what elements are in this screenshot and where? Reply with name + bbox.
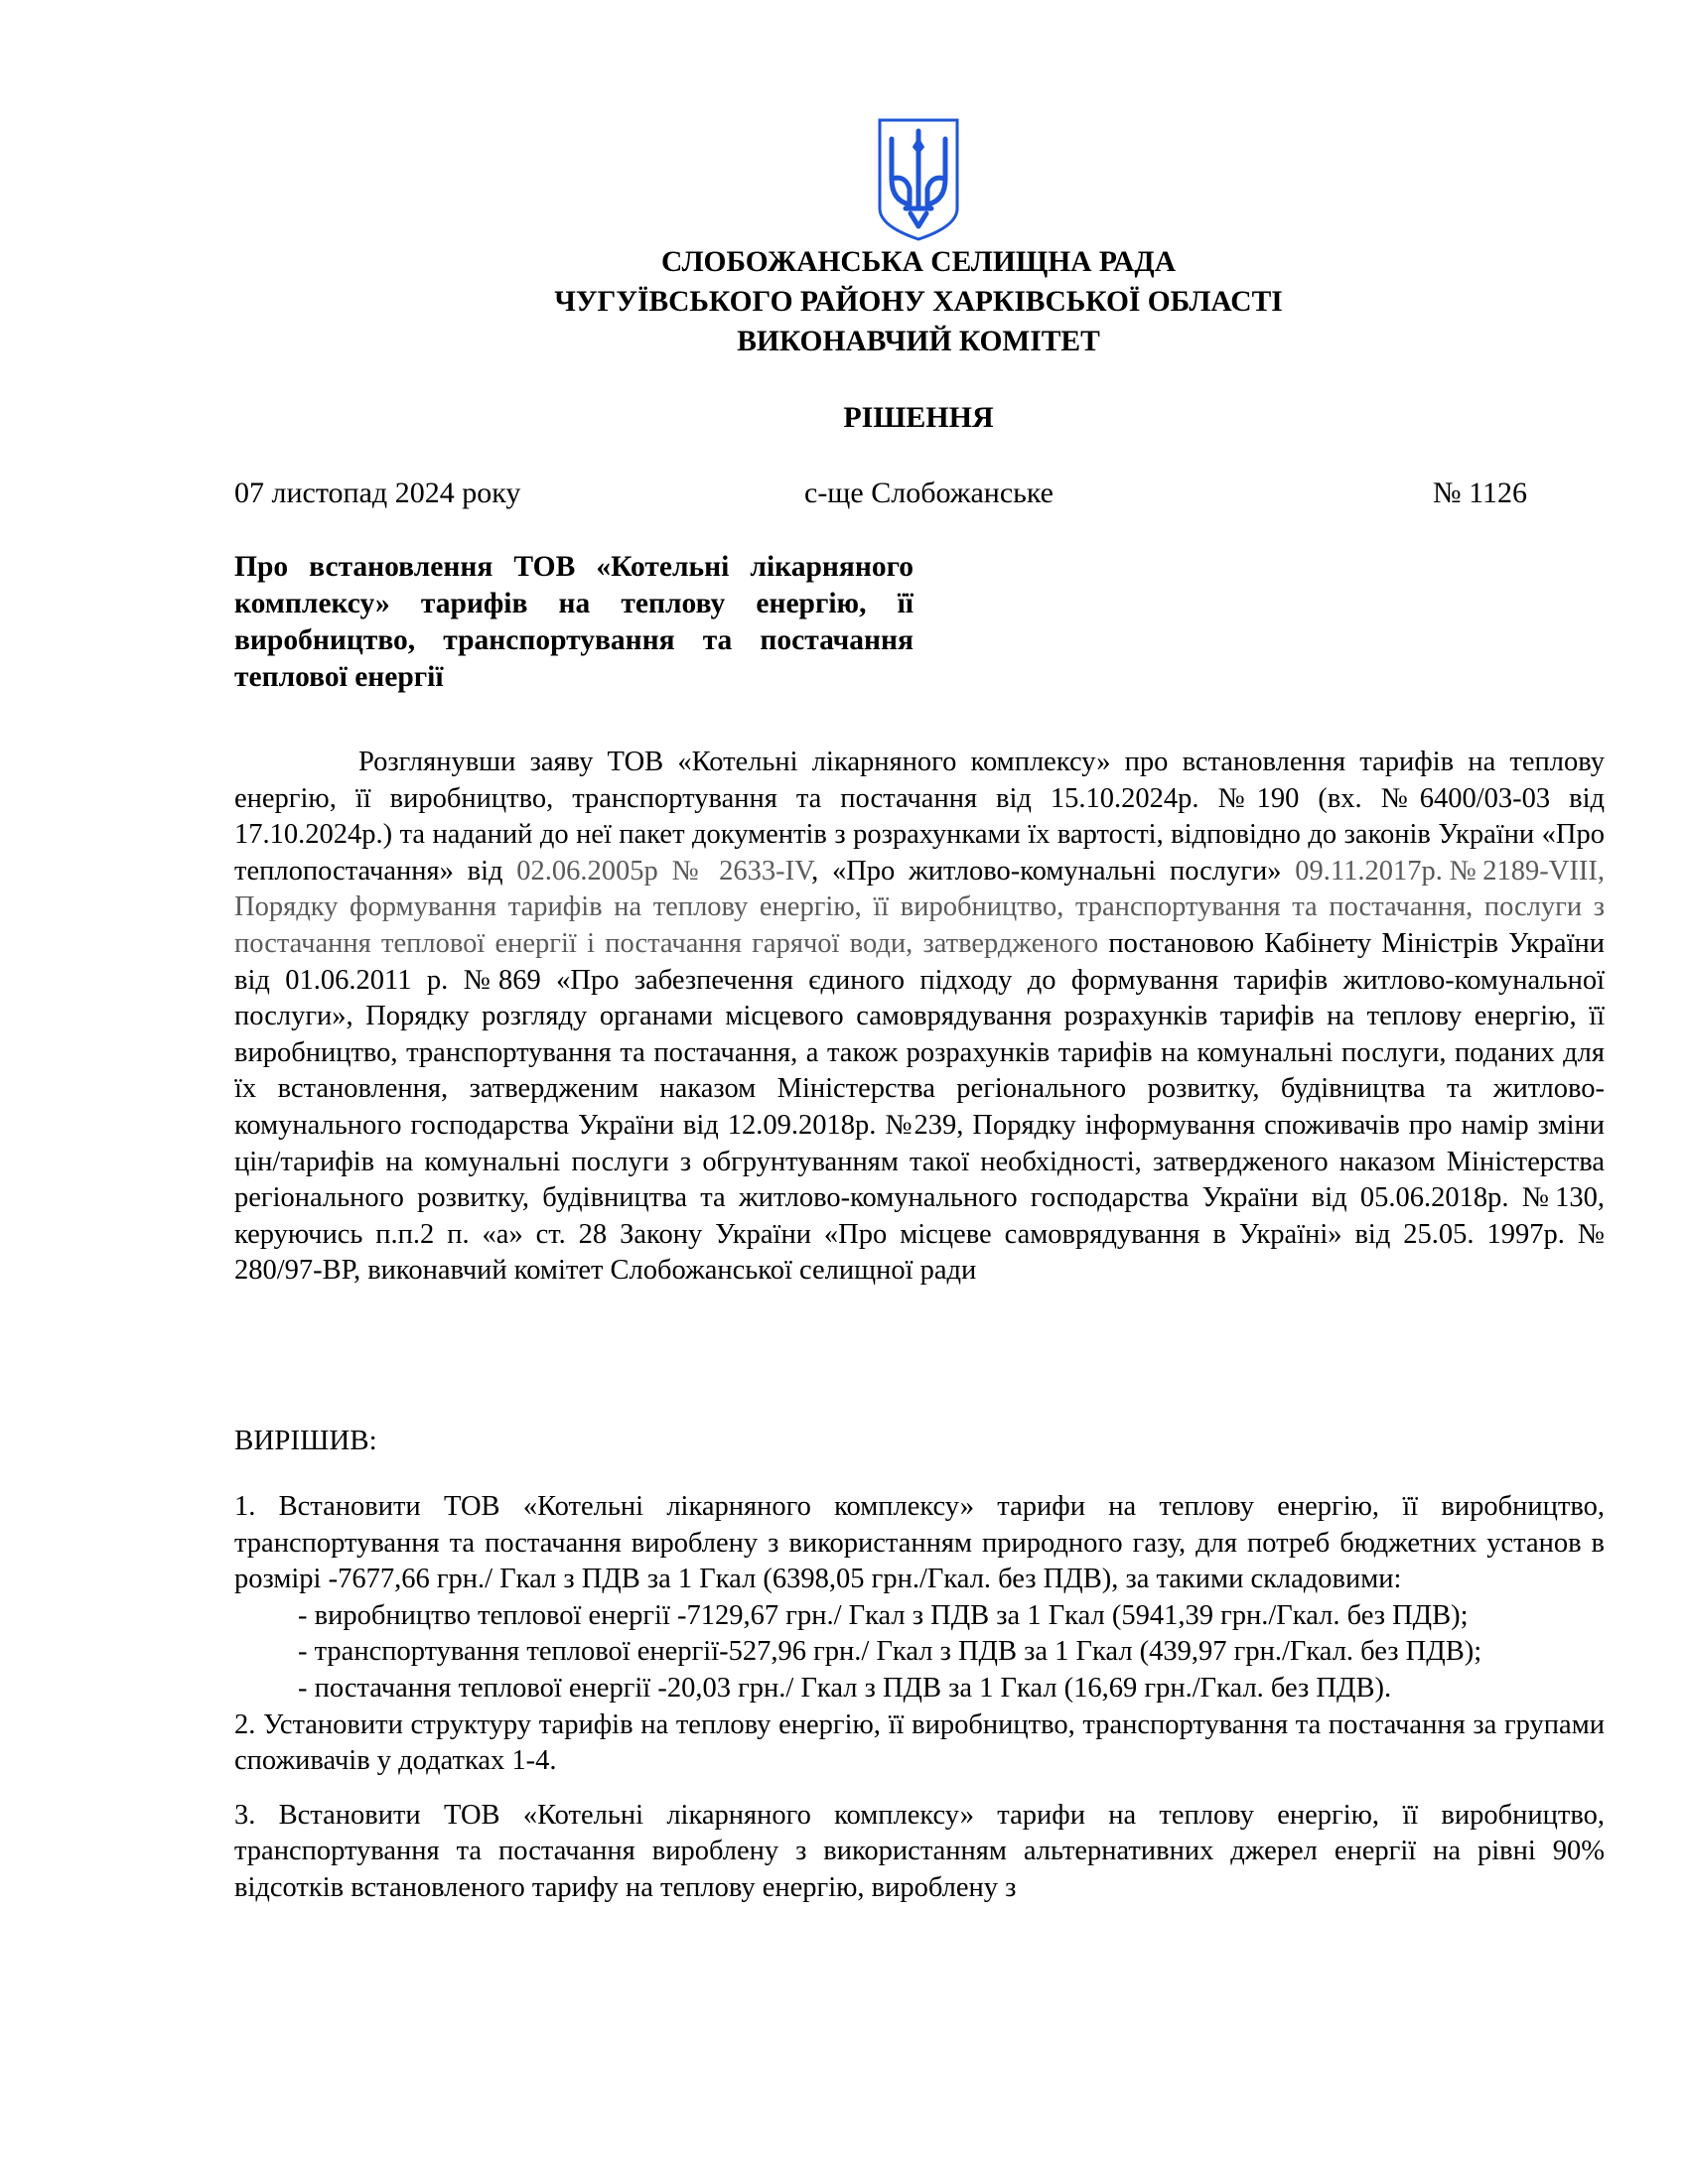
resolution-item-1: 1. Встановити ТОВ «Котельні лікарняного комплексу» тарифи на теплову енергію, її виробництво, транспортування та постачання вироблену з використанням природного газу, для потреб бюджетних установ в розмірі -7677,66 грн./ Гкал з ПДВ за 1 Гкал (6398,05 грн./Гкал. без ПДВ), за такими складовими: — [234, 1491, 1605, 1595]
document-date: 07 листопад 2024 року — [234, 477, 521, 509]
tariff-component-supply: - постачання теплової енергії -20,03 грн./ Гкал з ПДВ за 1 Гкал (16,69 грн./Гкал. без ПДВ). — [298, 1672, 1392, 1704]
law-reference: 02.06.2005р № 2633-IV — [516, 855, 812, 887]
trident-coat-of-arms-icon — [876, 117, 961, 242]
preamble-text: Розглянувши заяву ТОВ «Котельні лікарняного комплексу» про встановлення тарифів на теплову енергію, її виробництво, транспортування та постачання від 15.10.2024р. №190 (вх. №6400/03-03 від 17.10.2024р.) та наданий до неї пакет документів з розрахунками їх вартості, відповідно до законів України «Про теплопостачання» від — [234, 747, 1605, 887]
resolution-item-3: 3. Встановити ТОВ «Котельні лікарняного комплексу» тарифи на теплову енергію, її виробництво, транспортування та постачання вироблену з використанням альтернативних джерел енергії на рівні 90% відсотків встановленого тарифу на теплову енергію, вироблену з — [234, 1799, 1605, 1903]
council-name: СЛОБОЖАНСЬКА СЕЛИЩНА РАДА — [661, 246, 1176, 278]
document-number: № 1126 — [1432, 477, 1527, 509]
preamble-paragraph — [234, 745, 1605, 1290]
tariff-component-production: - виробництво теплової енергії -7129,67 грн./ Гкал з ПДВ за 1 Гкал (5941,39 грн./Гкал. без ПДВ); — [298, 1599, 1469, 1631]
preamble-text: , «Про житлово-комунальні послуги» — [811, 855, 1296, 887]
district-name: ЧУГУЇВСЬКОГО РАЙОНУ ХАРКІВСЬКОЇ ОБЛАСТІ — [554, 286, 1283, 318]
tariff-component-transport: - транспортування теплової енергії-527,96 грн./ Гкал з ПДВ за 1 Гкал (439,97 грн./Гкал. без ПДВ); — [298, 1636, 1482, 1668]
preamble-text: постановою Кабінету Міністрів України від 01.06.2011 р. №869 «Про забезпечення єдиного підходу до формування тарифів житлово-комунальної послуги», Порядку розгляду органами місцевого самоврядування розрахунків тарифів на теплову енергію, її виробництво, транспортування та постачання, а також розрахунків тарифів на комунальні послуги, поданих для їх встановлення, затвердженим наказом Міністерства регіонального розвитку, будівництва та житлово-комунального господарства України від 12.09.2018р. №239, Порядку інформування споживачів про намір зміни цін/тарифів на комунальні послуги з обгрунтуванням такої необхідності, затвердженого наказом Міністерства регіонального розвитку, будівництва та житлово-комунального господарства України від 05.06.2018р. №130, керуючись п.п.2 п. «а» ст. 28 Закону України «Про місцеве самоврядування в Україні» від 25.05. 1997р. № 280/97-ВР, виконавчий комітет Слобожанської селищної ради — [234, 927, 1606, 1287]
document-subject: Про встановлення ТОВ «Котельні лікарняного комплексу» тарифів на теплову енергію, її виробництво, транспортування та постачання теплової енергії — [234, 551, 914, 693]
committee-name: ВИКОНАВЧИЙ КОМІТЕТ — [737, 326, 1100, 357]
resolution-items — [234, 1489, 1605, 1907]
law-reference: 09.11.2017р.№2189-VIII, Порядку формування тарифів на теплову енергію, її виробництво, транспортування та постачання, послуги з постачання теплової енергії і постачання гарячої води, затвердженого — [234, 855, 1605, 959]
document-type: РІШЕННЯ — [843, 401, 994, 434]
document-place: с-ще Слобожанське — [804, 477, 1054, 509]
resolution-item-2: 2. Установити структуру тарифів на теплову енергію, її виробництво, транспортування та постачання за групами споживачів у додатках 1-4. — [234, 1708, 1605, 1777]
resolved-heading: ВИРІШИВ: — [234, 1425, 377, 1456]
